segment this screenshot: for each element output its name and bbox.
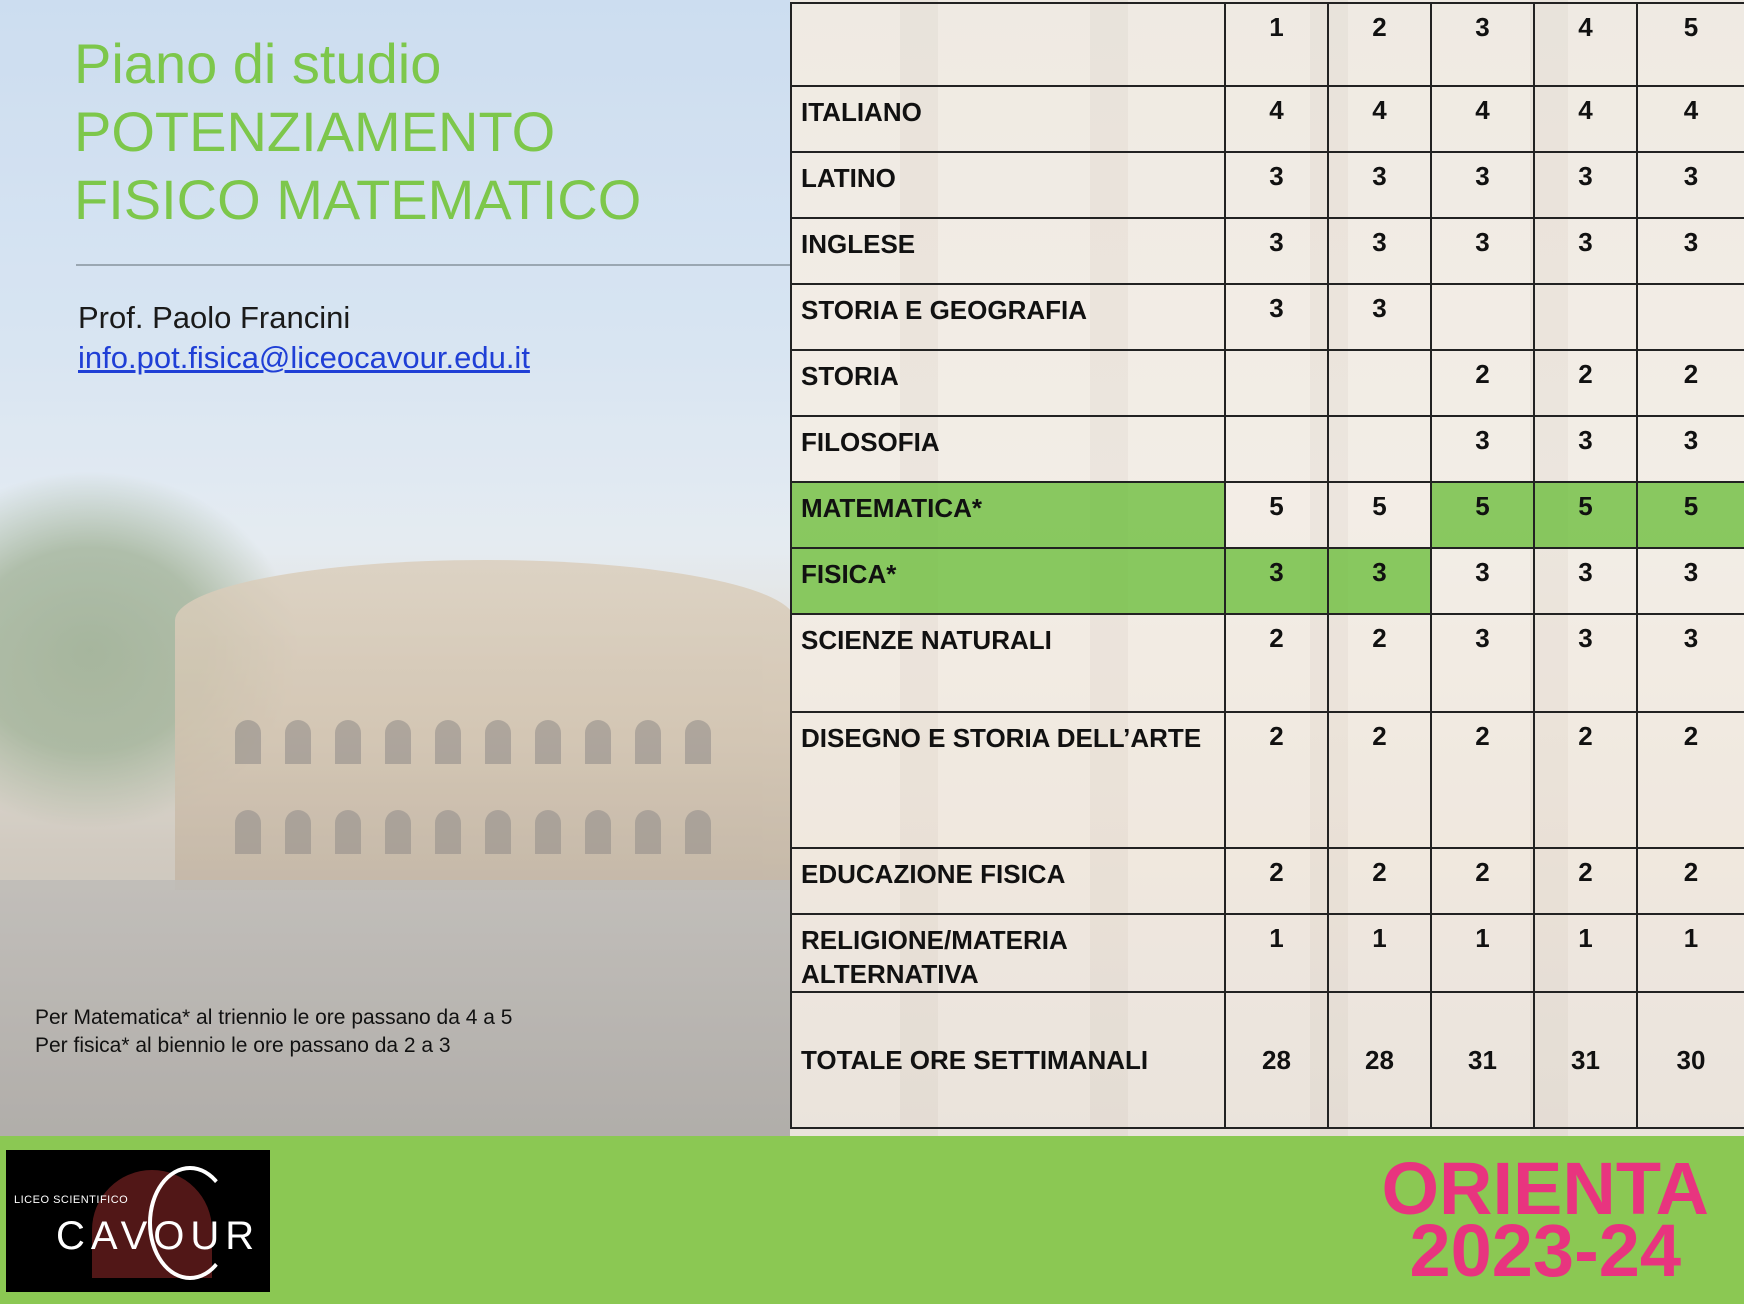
total-cell: 28 [1328,992,1431,1128]
hours-cell [1225,350,1328,416]
hours-cell [1225,416,1328,482]
footnotes [35,1004,512,1060]
total-cell: 30 [1637,992,1744,1128]
subject-cell: MATEMATICA* [791,482,1225,548]
subject-cell: LATINO [791,152,1225,218]
hours-cell-highlighted: 5 [1637,482,1744,548]
table-row-highlighted [791,482,1744,548]
hours-cell: 3 [1328,152,1431,218]
hours-cell-highlighted: 3 [1225,548,1328,614]
hours-cell [1637,284,1744,350]
hours-cell-highlighted: 5 [1431,482,1534,548]
hours-cell: 3 [1431,152,1534,218]
hours-cell: 3 [1534,614,1637,712]
hours-cell: 2 [1328,614,1431,712]
table-row [791,614,1744,712]
year-header: 1 [1225,3,1328,86]
hours-cell: 3 [1225,284,1328,350]
subject-cell: FISICA* [791,548,1225,614]
total-cell: 31 [1534,992,1637,1128]
hours-cell-highlighted: 5 [1534,482,1637,548]
event-title-line-2: 2023-24 [1409,1209,1682,1292]
total-cell: 31 [1431,992,1534,1128]
hours-cell [1328,416,1431,482]
subject-cell: STORIA [791,350,1225,416]
header-corner [791,3,1225,86]
subject-cell: STORIA E GEOGRAFIA [791,284,1225,350]
table-row [791,86,1744,152]
hours-cell: 2 [1225,614,1328,712]
hours-cell: 5 [1225,482,1328,548]
subject-cell: EDUCAZIONE FISICA [791,848,1225,914]
table-row [791,914,1744,992]
event-title-line-1: ORIENTA [1381,1147,1709,1230]
footnote-physics: Per fisica* al biennio le ore passano da 2 a 3 [35,1034,451,1057]
hours-cell: 1 [1225,914,1328,992]
hours-cell: 1 [1431,914,1534,992]
logo-wordmark: CAVOUR [56,1214,261,1258]
page-title [74,30,641,234]
hours-cell: 4 [1534,86,1637,152]
hours-cell: 3 [1637,218,1744,284]
hours-cell: 3 [1534,416,1637,482]
table-row [791,152,1744,218]
school-logo [6,1150,270,1292]
hours-cell: 3 [1225,152,1328,218]
hours-cell: 2 [1534,848,1637,914]
hours-cell: 2 [1431,848,1534,914]
table-row [791,712,1744,848]
total-cell: 28 [1225,992,1328,1128]
table-row [791,218,1744,284]
hours-cell: 1 [1328,914,1431,992]
hours-cell [1431,284,1534,350]
hours-cell: 3 [1637,152,1744,218]
title-line-3: FISICO MATEMATICO [74,168,642,231]
hours-cell: 3 [1431,416,1534,482]
table-header-row [791,3,1744,86]
hours-cell: 3 [1431,218,1534,284]
footer-bar [0,1136,1744,1304]
email-link[interactable]: info.pot.fisica@liceocavour.edu.it [78,340,530,375]
hours-cell: 1 [1637,914,1744,992]
subject-cell: SCIENZE NATURALI [791,614,1225,712]
professor-name: Prof. Paolo Francini [78,300,351,335]
subject-cell: FILOSOFIA [791,416,1225,482]
total-label: TOTALE ORE SETTIMANALI [791,992,1225,1128]
table-row [791,284,1744,350]
title-line-2: POTENZIAMENTO [74,100,556,163]
hours-cell: 3 [1431,548,1534,614]
hours-cell: 3 [1534,548,1637,614]
hours-cell: 3 [1637,614,1744,712]
year-header: 3 [1431,3,1534,86]
table-total-row [791,992,1744,1128]
subject-cell: RELIGIONE/MATERIA ALTERNATIVA [791,914,1225,992]
hours-cell: 2 [1431,712,1534,848]
hours-cell: 5 [1328,482,1431,548]
year-header: 5 [1637,3,1744,86]
hours-cell: 4 [1328,86,1431,152]
hours-cell: 3 [1534,218,1637,284]
hours-cell: 3 [1637,416,1744,482]
hours-cell: 3 [1225,218,1328,284]
hours-cell: 3 [1431,614,1534,712]
logo-subtitle: LICEO SCIENTIFICO [14,1194,129,1206]
hours-cell: 2 [1637,712,1744,848]
year-header: 2 [1328,3,1431,86]
hours-cell [1534,284,1637,350]
subject-cell: ITALIANO [791,86,1225,152]
hours-cell [1328,350,1431,416]
hours-cell: 3 [1637,548,1744,614]
hours-cell: 3 [1534,152,1637,218]
hours-cell: 3 [1328,218,1431,284]
hours-cell: 2 [1534,350,1637,416]
table-row [791,848,1744,914]
hours-cell: 4 [1225,86,1328,152]
hours-cell: 2 [1637,350,1744,416]
footnote-math: Per Matematica* al triennio le ore passano da 4 a 5 [35,1006,513,1029]
subject-cell: INGLESE [791,218,1225,284]
hours-cell: 2 [1328,712,1431,848]
table-row [791,416,1744,482]
event-title [1381,1147,1709,1292]
hours-cell-highlighted: 3 [1328,548,1431,614]
hours-cell: 4 [1431,86,1534,152]
hours-cell: 2 [1328,848,1431,914]
year-header: 4 [1534,3,1637,86]
hours-cell: 2 [1431,350,1534,416]
title-divider [76,264,790,266]
hours-cell: 2 [1225,848,1328,914]
hours-cell: 1 [1534,914,1637,992]
hours-cell: 2 [1225,712,1328,848]
hours-cell: 2 [1637,848,1744,914]
table-row-highlighted [791,548,1744,614]
table-row [791,350,1744,416]
subject-cell: DISEGNO E STORIA DELL’ARTE [791,712,1225,848]
hours-cell: 2 [1534,712,1637,848]
study-plan-table [790,2,1744,1129]
hours-cell: 4 [1637,86,1744,152]
hours-cell: 3 [1328,284,1431,350]
title-line-1: Piano di studio [74,32,442,95]
